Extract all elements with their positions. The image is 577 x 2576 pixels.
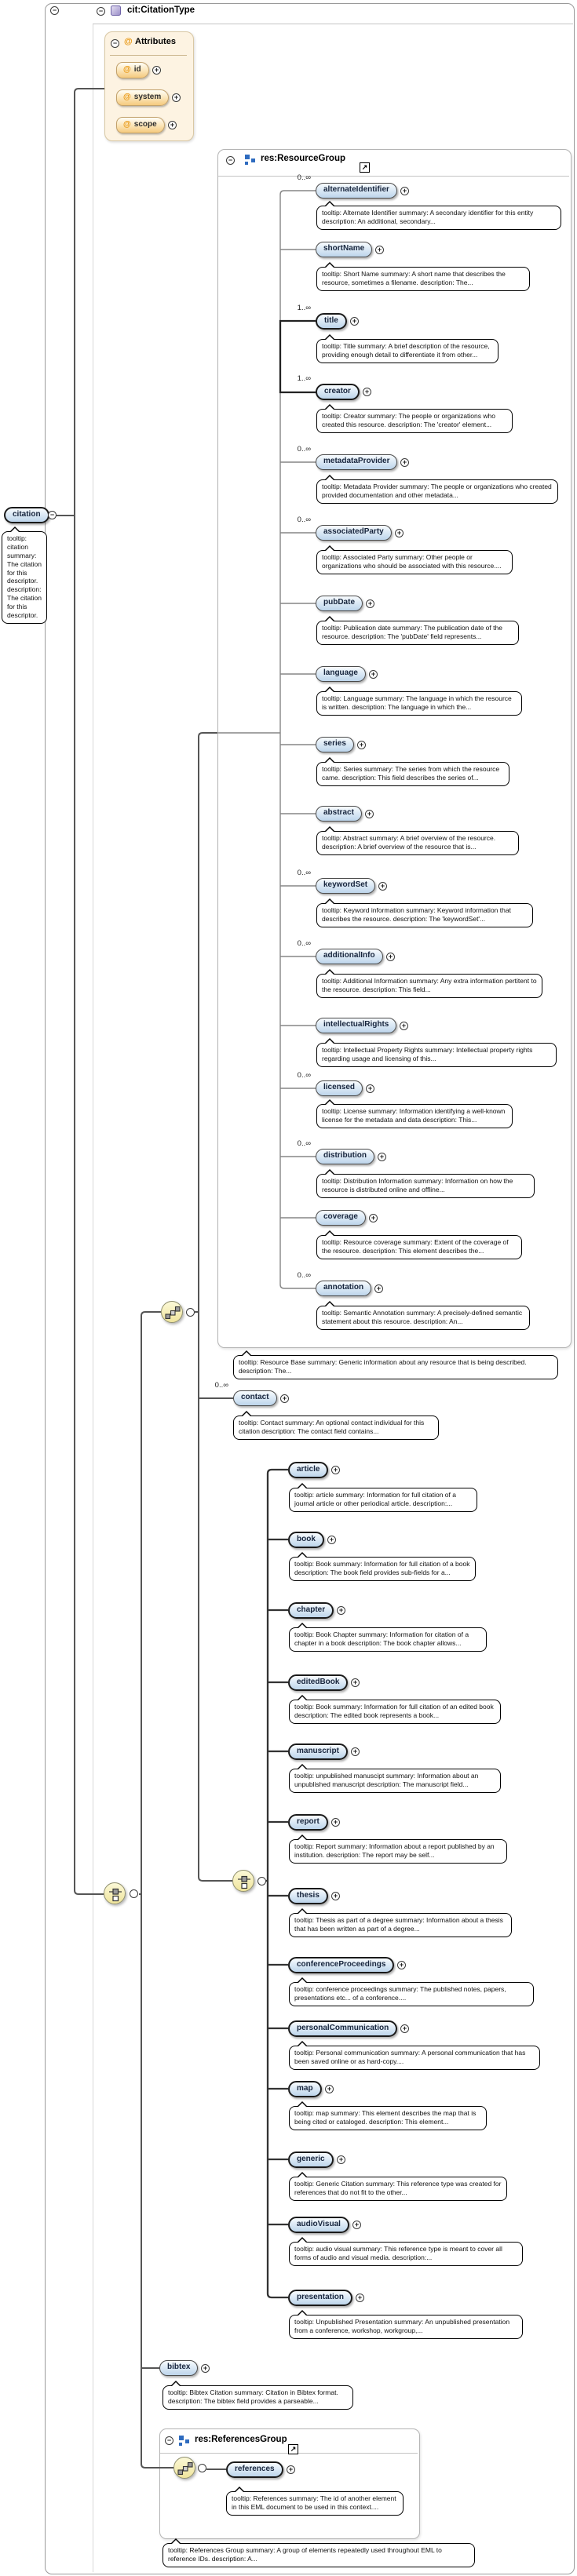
expand-toggle-intellectualRights[interactable]: + [400,1022,408,1030]
tooltip-generic: tooltip: Generic Citation summary: This reference type was created for references that do not fit to the other... [289,2177,507,2201]
model-group-icon [245,155,255,165]
tooltip-additionalInfo: tooltip: Additional Information summary: Any extra information pertitent to the resource. description: This field... [316,974,542,998]
expand-toggle-chapter[interactable]: + [337,1606,345,1615]
tooltip-intellectualRights: tooltip: Intellectual Property Rights summary: Intellectual property rights regarding usage and licensing of this... [316,1043,557,1067]
expand-toggle-contact[interactable]: + [280,1394,289,1403]
element-pill-shortName[interactable]: shortName [316,242,372,257]
attribute-pill-scope[interactable] [116,117,165,133]
attribute-label: id [133,64,141,74]
element-pill-manuscript[interactable]: manuscript [288,1743,348,1760]
expand-toggle-pubDate[interactable]: + [366,599,374,608]
element-pill-abstract[interactable]: abstract [316,806,362,822]
element-pill-editedBook[interactable]: editedBook [288,1674,348,1691]
element-pill-annotation[interactable]: annotation [316,1281,371,1296]
sequence-connector-collapse-toggle[interactable] [198,2464,206,2472]
element-pill-contact[interactable]: contact [233,1390,277,1406]
element-pill-associatedParty[interactable]: associatedParty [316,525,392,541]
at-icon: @ [123,64,131,74]
expand-toggle-shortName[interactable]: + [375,246,384,254]
expand-toggle-coverage[interactable]: + [369,1214,378,1222]
expand-toggle-manuscript[interactable]: + [351,1747,360,1756]
at-icon: @ [123,119,131,129]
element-pill-metadataProvider[interactable]: metadataProvider [316,454,397,470]
expand-toggle-licensed[interactable]: + [366,1084,374,1093]
tooltip-presentation: tooltip: Unpublished Presentation summary: An unpublished presentation from a conference, workshop, workgroup,... [289,2315,523,2339]
cardinality-associatedParty: 0..∞ [297,516,311,524]
citation-type-collapse-toggle[interactable]: − [97,7,105,16]
tooltip-manuscript: tooltip: unpublished manuscipt summary: Information about an unpublished manuscript description: The manuscript field... [289,1769,501,1793]
element-pill-licensed[interactable]: licensed [316,1080,363,1096]
element-pill-article[interactable]: article [288,1462,328,1478]
element-pill-coverage[interactable]: coverage [316,1210,366,1226]
tooltip-keywordSet: tooltip: Keyword information summary: Keyword information that describes the resource. description: The 'keywordSet'... [316,903,533,927]
tooltip-metadataProvider: tooltip: Metadata Provider summary: The people or organizations who created provided documentation and other metadata... [316,479,558,504]
element-pill-bibtex[interactable]: bibtex [159,2360,198,2376]
attributes-separator [110,55,187,56]
expand-toggle-presentation[interactable]: + [356,2294,364,2302]
element-pill-language[interactable]: language [316,666,366,682]
expand-toggle-thesis[interactable]: + [331,1892,340,1900]
attributes-title: Attributes [135,37,176,46]
tooltip-conferenceProceedings: tooltip: conference proceedings summary: The published notes, papers, presentations etc... of a conference.... [289,1982,534,2006]
expand-toggle-distribution[interactable]: + [378,1153,386,1161]
tooltip-distribution: tooltip: Distribution Information summary: Information on how the resource is distributed online and offline... [316,1174,535,1198]
expand-toggle-series[interactable]: + [357,741,366,749]
element-pill-book[interactable]: book [288,1532,324,1548]
element-pill-keywordSet[interactable]: keywordSet [316,878,375,894]
element-pill-audioVisual[interactable]: audioVisual [288,2217,349,2233]
cardinality-alternateIdentifier: 0..∞ [297,173,311,182]
element-pill-conferenceProceedings[interactable]: conferenceProceedings [288,1957,394,1973]
element-pill-pubDate[interactable]: pubDate [316,596,363,611]
expand-toggle-book[interactable]: + [327,1536,336,1544]
expand-toggle-title[interactable]: + [350,317,359,326]
tooltip-personalCommunication: tooltip: Personal communication summary: A personal communication that has been saved online or as hard-copy.... [289,2046,540,2070]
expand-toggle-alternateIdentifier[interactable]: + [400,187,409,195]
tooltip-bibtex: tooltip: Bibtex Citation summary: Citation in Bibtex format. description: The bibtex field provides a parseable... [163,2385,353,2410]
tooltip-references-group: tooltip: References Group summary: A group of elements repeatedly used throughout EML to reference IDs. description: A... [163,2543,475,2567]
element-pill-citation[interactable]: citation [4,507,49,523]
element-pill-chapter[interactable]: chapter [288,1602,334,1619]
expand-toggle-personalCommunication[interactable]: + [400,2024,409,2033]
expand-toggle-language[interactable]: + [369,670,378,679]
tooltip-shortName: tooltip: Short Name summary: A short name that describes the resource, sometimes a filename. description: The... [316,267,530,291]
sequence-connector-collapse-toggle[interactable] [186,1308,195,1317]
expand-toggle-associatedParty[interactable]: + [395,529,404,537]
tooltip-editedBook: tooltip: Book summary: Information for full citation of an edited book description: The edited book represents a book... [289,1700,501,1724]
resource-group-title: res:ResourceGroup [261,154,346,163]
tooltip-title: tooltip: Title summary: A brief description of the resource, providing enough detail to differentiate it from other... [316,339,498,363]
choice-connector-icon[interactable] [232,1870,254,1892]
cardinality-metadataProvider: 0..∞ [297,445,311,454]
cardinality-additionalInfo: 0..∞ [297,939,311,948]
attribute-pill-system[interactable] [116,89,169,106]
tooltip-abstract: tooltip: Abstract summary: A brief overview of the resource. description: A brief overview of the resource that is... [316,831,519,855]
element-pill-title[interactable]: title [316,313,347,330]
at-icon: @ [123,92,131,101]
element-pill-creator[interactable]: creator [316,384,360,400]
expand-toggle-bibtex[interactable]: + [201,2364,210,2373]
expand-toggle-audioVisual[interactable]: + [352,2221,361,2229]
attributes-collapse-toggle[interactable]: − [111,39,119,48]
element-pill-personalCommunication[interactable]: personalCommunication [288,2020,397,2037]
cardinality-annotation: 0..∞ [297,1271,311,1280]
expand-toggle-attr-scope[interactable]: + [168,121,177,129]
tooltip-book: tooltip: Book summary: Information for full citation of a book description: The book field provides sub-fields for a... [289,1557,476,1581]
expand-toggle-article[interactable]: + [331,1466,340,1474]
choice-connector-icon[interactable] [104,1882,126,1904]
model-group-icon [179,2436,189,2446]
tooltip-contact: tooltip: Contact summary: An optional contact individual for this citation description: The contact field contains... [233,1416,439,1440]
expand-toggle-additionalInfo[interactable]: + [386,953,395,961]
tooltip-creator: tooltip: Creator summary: The people or organizations who created this resource. description: The 'creator' element... [316,409,513,433]
expand-toggle-map[interactable]: + [325,2085,334,2093]
tooltip-chapter: tooltip: Book Chapter summary: Information for citation of a chapter in a book description: The book chapter allows... [289,1627,487,1652]
sequence-connector-icon[interactable] [173,2457,195,2479]
element-pill-thesis[interactable]: thesis [288,1888,328,1904]
resource-group-collapse-toggle[interactable]: − [226,156,235,165]
expand-toggle-conferenceProceedings[interactable]: + [397,1961,406,1969]
expand-toggle-annotation[interactable]: + [374,1284,383,1293]
element-pill-presentation[interactable]: presentation [288,2290,352,2306]
cardinality-creator: 1..∞ [297,374,311,383]
element-pill-references[interactable]: references [226,2461,283,2478]
attributes-at-icon: @ [124,37,133,46]
tooltip-language: tooltip: Language summary: The language in which the resource is written. description: The language in which the... [316,691,522,716]
cardinality-title: 1..∞ [297,304,311,312]
tooltip-resource-group: tooltip: Resource Base summary: Generic information about any resource that is being described. description: The... [233,1355,558,1379]
diagram-collapse-toggle[interactable]: − [50,6,59,15]
tooltip-alternateIdentifier: tooltip: Alternate Identifier summary: A secondary identifier for this entity description: An additional, secondary... [316,206,561,230]
expand-toggle-report[interactable]: + [331,1818,340,1827]
element-pill-distribution[interactable]: distribution [316,1149,374,1164]
sequence-connector-icon[interactable] [161,1301,183,1323]
cardinality-keywordSet: 0..∞ [297,869,311,877]
citation-type-title: cit:CitationType [127,5,195,15]
expand-toggle-keywordSet[interactable]: + [378,882,387,891]
tooltip-series: tooltip: Series summary: The series from which the resource came. description: This field describes the series of... [316,762,509,786]
attribute-pill-id[interactable] [116,62,149,78]
tooltip-citation: tooltip: citation summary: The citation for this descriptor. description: The citation for this descriptor. [2,531,47,624]
tooltip-references: tooltip: References summary: The id of another element in this EML document to be used in this context.... [226,2491,404,2516]
expand-toggle-references[interactable]: + [287,2465,295,2474]
expand-toggle-editedBook[interactable]: + [351,1678,360,1687]
references-group-title: res:ReferencesGroup [195,2435,287,2444]
complex-type-icon [111,5,121,16]
tooltip-coverage: tooltip: Resource coverage summary: Extent of the coverage of the resource. description: This element describes the... [316,1235,522,1259]
expand-toggle-metadataProvider[interactable]: + [400,458,409,467]
element-pill-map[interactable]: map [288,2081,322,2097]
expand-toggle-attr-id[interactable]: + [152,66,161,75]
cardinality-licensed: 0..∞ [297,1071,311,1080]
tooltip-audioVisual: tooltip: audio visual summary: This reference type is meant to cover all forms of audio and visual media. description:... [289,2242,523,2266]
expand-toggle-abstract[interactable]: + [365,810,374,818]
expand-toggle-attr-system[interactable]: + [172,93,181,102]
tooltip-map: tooltip: map summary: This element describes the map that is being cited or cataloged. description: This element... [289,2106,487,2130]
element-pill-alternateIdentifier[interactable]: alternateIdentifier [316,183,397,199]
expand-toggle-creator[interactable]: + [363,388,371,396]
attribute-label: scope [133,119,157,129]
element-pill-generic[interactable]: generic [288,2152,334,2168]
collapse-toggle-citation[interactable]: − [48,511,57,519]
element-pill-series[interactable]: series [316,737,354,752]
element-pill-report[interactable]: report [288,1814,328,1831]
element-pill-additionalInfo[interactable]: additionalInfo [316,949,383,964]
cardinality-contact: 0..∞ [214,1381,228,1390]
tooltip-associatedParty: tooltip: Associated Party summary: Other people or organizations who should be associated with this resource.... [316,550,513,574]
tooltip-report: tooltip: Report summary: Information about a report published by an institution. description: The report may be self... [289,1839,507,1864]
tooltip-thesis: tooltip: Thesis as part of a degree summary: Information about a thesis that has been written as part of a degree... [289,1913,512,1937]
tooltip-licensed: tooltip: License summary: Information identifying a well-known license for the metadata and data description: This... [316,1104,513,1128]
attribute-label: system [133,92,162,101]
cardinality-distribution: 0..∞ [297,1139,311,1148]
expand-toggle-generic[interactable]: + [337,2155,345,2164]
element-pill-intellectualRights[interactable]: intellectualRights [316,1018,396,1033]
references-group-open-link-icon[interactable]: ↗ [288,2444,298,2454]
resource-group-open-link-icon[interactable]: ↗ [360,162,370,173]
choice-connector-collapse-toggle[interactable] [130,1889,138,1898]
choice-connector-collapse-toggle[interactable] [257,1877,266,1886]
references-group-collapse-toggle[interactable]: − [165,2436,173,2445]
tooltip-article: tooltip: article summary: Information for full citation of a journal article or other periodical article. description:... [289,1488,477,1512]
tooltip-annotation: tooltip: Semantic Annotation summary: A precisely-defined semantic statement about this resource. description: An... [316,1306,530,1330]
tooltip-pubDate: tooltip: Publication date summary: The publication date of the resource. description: The 'pubDate' field represents... [316,621,519,645]
